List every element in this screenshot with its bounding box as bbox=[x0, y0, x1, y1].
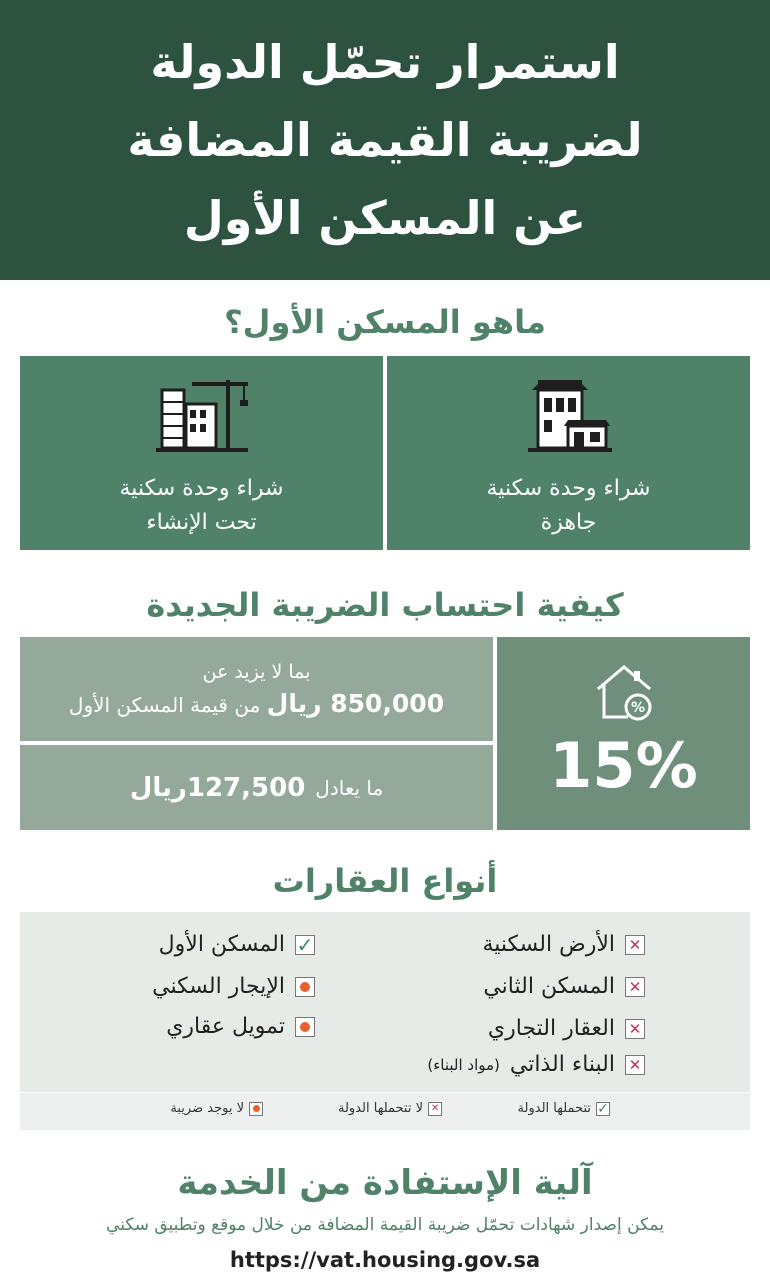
legend-state-not-bears bbox=[338, 1101, 442, 1116]
check-icon: ✓ bbox=[597, 1100, 609, 1117]
service-url-link[interactable]: https://vat.housing.gov.sa bbox=[229, 1248, 541, 1272]
type-label: تمويل عقاري bbox=[166, 1014, 285, 1039]
under-construction-label-2: تحت الإنشاء bbox=[146, 510, 257, 535]
type-residential-land bbox=[482, 932, 645, 957]
legend-label: لا تتحملها الدولة bbox=[338, 1101, 423, 1116]
calc-title: كيفية احتساب الضريبة الجديدة bbox=[146, 586, 624, 624]
type-residential-rent bbox=[152, 974, 315, 999]
type-second-home bbox=[483, 974, 645, 999]
ready-unit-card bbox=[387, 356, 750, 550]
footer-description: يمكن إصدار شهادات تحمّل ضريبة القيمة المضافة من خلال موقع وتطبيق سكني bbox=[106, 1215, 664, 1235]
cross-icon: ✕ bbox=[625, 1055, 645, 1075]
building-crane-icon bbox=[152, 374, 252, 454]
header-banner bbox=[0, 0, 770, 280]
type-commercial bbox=[488, 1016, 645, 1041]
what-is-title: ماهو المسكن الأول؟ bbox=[224, 303, 546, 341]
type-label: العقار التجاري bbox=[487, 1016, 615, 1041]
equals-card bbox=[20, 745, 493, 830]
under-construction-label-1: شراء وحدة سكنية bbox=[119, 476, 284, 501]
type-self-build bbox=[427, 1052, 645, 1077]
dot-icon bbox=[295, 977, 315, 997]
tax-percent: 15% bbox=[549, 729, 698, 802]
property-types-panel bbox=[20, 912, 750, 1092]
legend-label: لا يوجد ضريبة bbox=[170, 1101, 244, 1116]
header-title-line-1: استمرار تحمّل الدولة bbox=[150, 35, 620, 89]
dot-icon bbox=[295, 1017, 315, 1037]
percent-card bbox=[497, 637, 750, 830]
house-percent-icon bbox=[594, 663, 654, 721]
cross-icon: ✕ bbox=[625, 977, 645, 997]
type-label: الإيجار السكني bbox=[152, 974, 285, 999]
legend-state-bears bbox=[518, 1101, 610, 1116]
limit-card bbox=[20, 637, 493, 741]
legend-no-tax bbox=[170, 1101, 263, 1116]
cross-icon: ✕ bbox=[428, 1102, 442, 1116]
ready-unit-label-1: شراء وحدة سكنية bbox=[486, 476, 651, 501]
type-label: المسكن الأول bbox=[158, 932, 285, 957]
under-construction-card bbox=[20, 356, 383, 550]
types-title: أنواع العقارات bbox=[272, 862, 498, 900]
type-label: المسكن الثاني bbox=[483, 974, 615, 999]
check-icon: ✓ bbox=[296, 932, 314, 957]
footer-title: آلية الإستفادة من الخدمة bbox=[177, 1163, 593, 1203]
equals-amount: 127,500ريال bbox=[129, 772, 306, 803]
header-title-line-2: لضريبة القيمة المضافة bbox=[127, 113, 643, 167]
header-title-line-3: عن المسكن الأول bbox=[183, 191, 587, 245]
cross-icon: ✕ bbox=[625, 935, 645, 955]
legend bbox=[20, 1093, 750, 1130]
type-first-home bbox=[159, 932, 315, 957]
dot-icon bbox=[249, 1102, 263, 1116]
type-label: الأرض السكنية bbox=[482, 932, 615, 957]
house-icon bbox=[524, 374, 614, 454]
type-mortgage bbox=[166, 1014, 315, 1039]
limit-amount: 850,000 ريال bbox=[266, 688, 445, 718]
limit-line-1: بما لا يزيد عن bbox=[202, 660, 311, 683]
type-note: (مواد البناء) bbox=[427, 1055, 500, 1074]
svg-text:%: % bbox=[630, 700, 645, 716]
cross-icon: ✕ bbox=[625, 1019, 645, 1039]
limit-line-2: من قيمة المسكن الأول bbox=[68, 692, 261, 717]
ready-unit-label-2: جاهزة bbox=[540, 510, 597, 535]
equals-prefix: ما يعادل bbox=[315, 775, 384, 800]
type-label: البناء الذاتي bbox=[509, 1052, 615, 1077]
limit-line-2-wrapper bbox=[69, 689, 444, 718]
legend-label: تتحملها الدولة bbox=[517, 1101, 591, 1116]
